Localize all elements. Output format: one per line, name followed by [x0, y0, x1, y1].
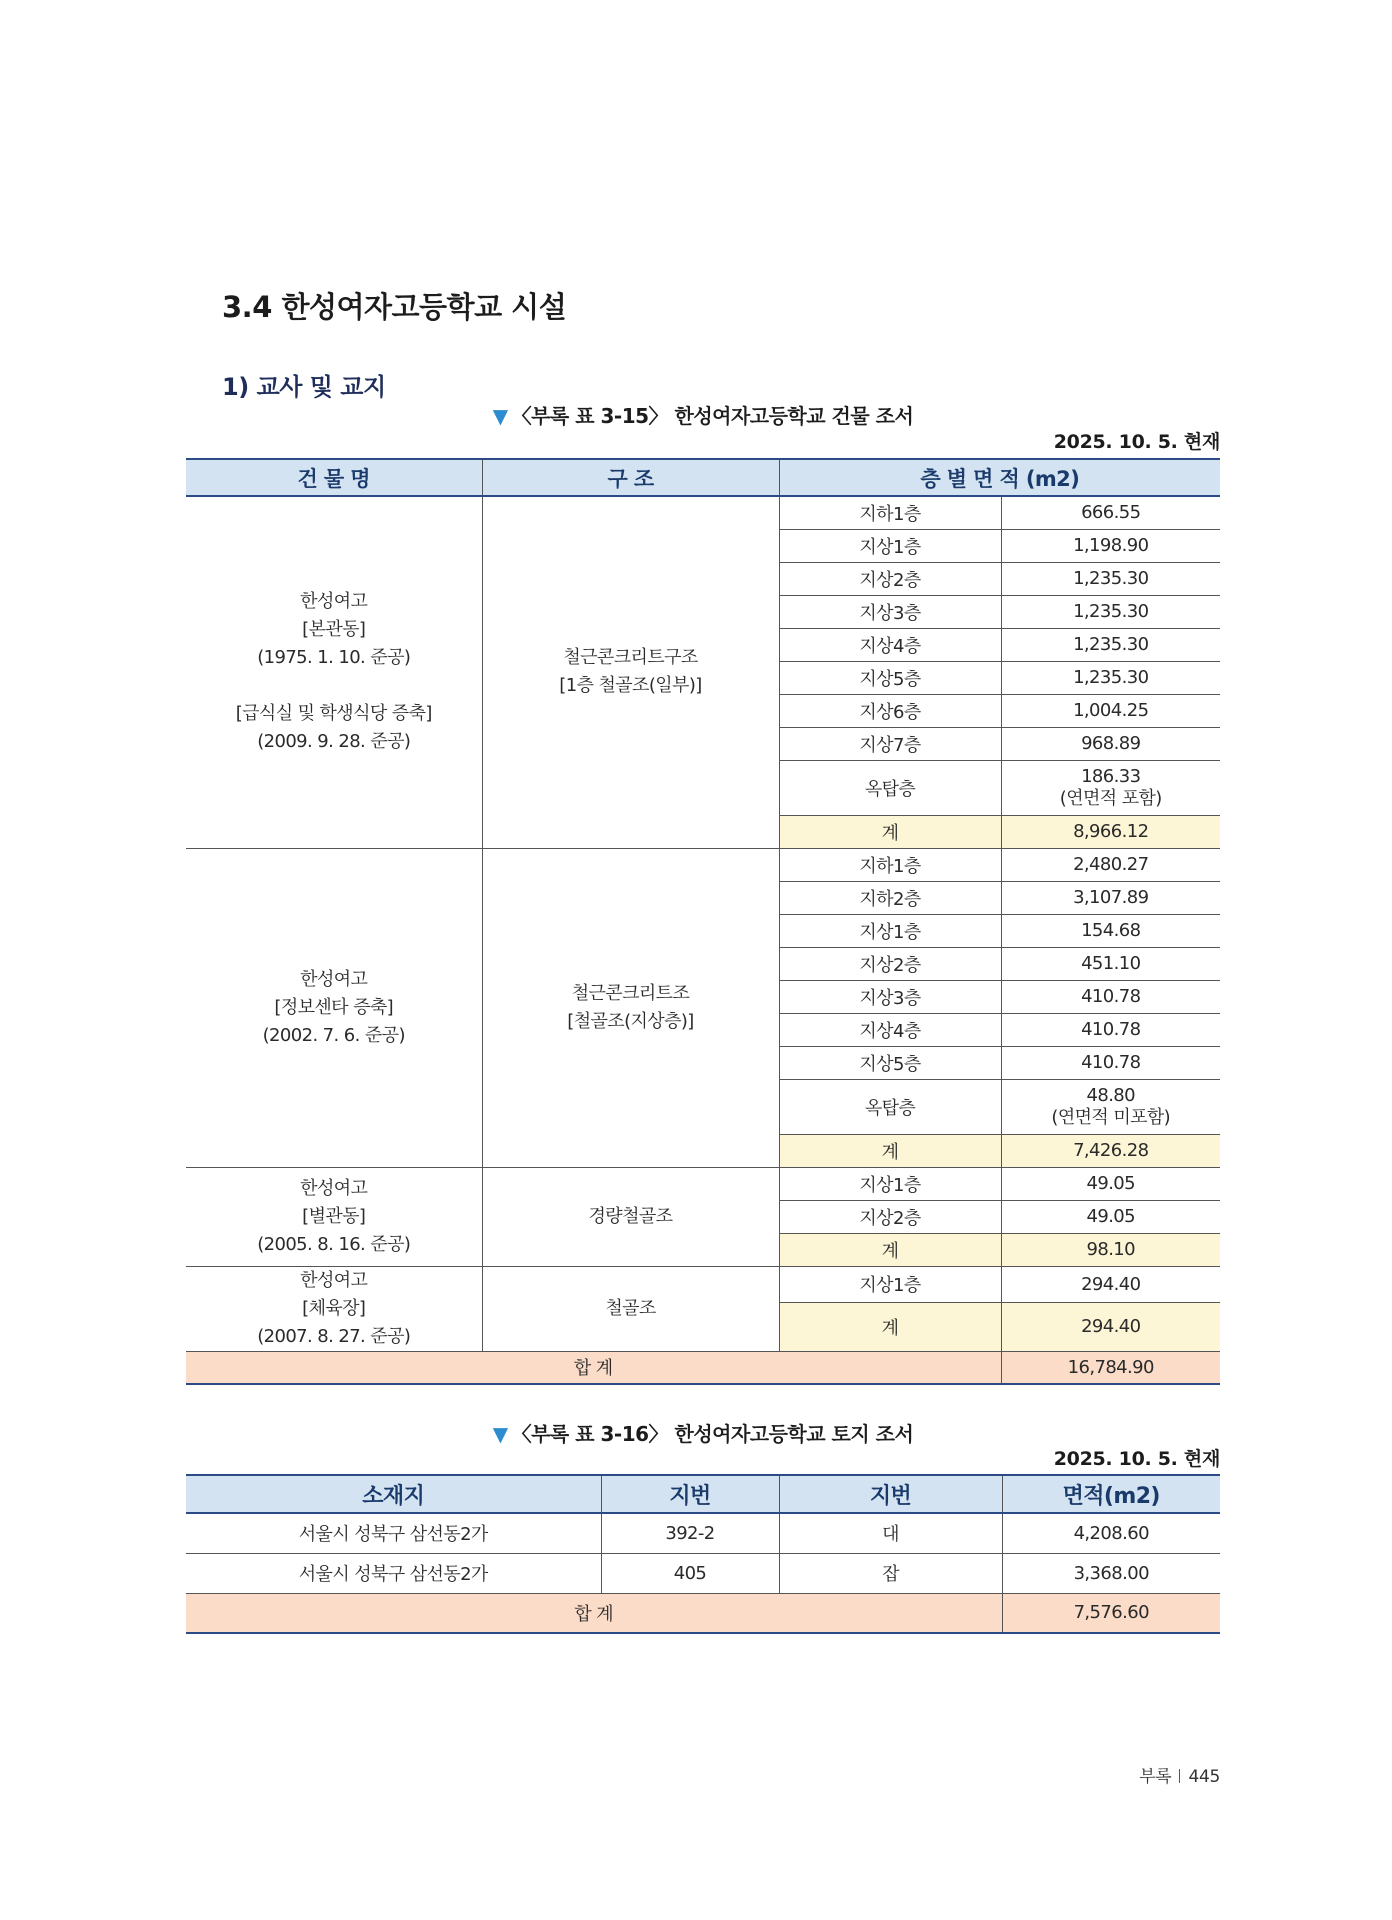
table1-caption-text: 〈부록 표 3-15〉 한성여자고등학교 건물 조서: [511, 404, 914, 428]
table-row: [186, 848, 1220, 881]
area-cell: [1001, 562, 1220, 595]
table-row: [186, 1513, 1220, 1553]
area-value: 451.10: [1081, 953, 1141, 974]
area-cell: [1001, 1046, 1220, 1079]
building-name-line: [186, 672, 482, 700]
subtotal-value: 8,966.12: [1001, 815, 1220, 848]
area-cell: [1001, 1266, 1220, 1302]
building-name-line: 한성여고: [300, 1269, 368, 1291]
subtotal-value: 294.40: [1001, 1302, 1220, 1351]
building-name-line: 한성여고: [300, 591, 368, 613]
location-cell: 서울시 성북구 삼선동2가: [186, 1513, 601, 1553]
building-name-cell: [186, 1266, 482, 1351]
subtotal-label: 계: [779, 1302, 1001, 1351]
table-row: [186, 1553, 1220, 1593]
area-cell: [1001, 1200, 1220, 1233]
building-name-line: (2007. 8. 27. 준공): [257, 1325, 411, 1347]
area-value: 49.05: [1086, 1173, 1136, 1194]
floor-cell: 옥탑층: [779, 760, 1001, 815]
structure-line: 경량철골조: [588, 1205, 673, 1227]
total-label: 합 계: [186, 1593, 1002, 1633]
header-area: 면적(m2): [1002, 1475, 1220, 1513]
land-table-body: [186, 1513, 1220, 1633]
floor-cell: 지상1층: [779, 914, 1001, 947]
floor-cell: 지상4층: [779, 628, 1001, 661]
lot-number-cell: 392-2: [601, 1513, 779, 1553]
area-value: 1,235.30: [1073, 634, 1149, 655]
area-value: 154.68: [1081, 920, 1141, 941]
area-cell: [1001, 914, 1220, 947]
area-value: 49.05: [1086, 1206, 1136, 1227]
table-header-row: [186, 1475, 1220, 1513]
footer-label: 부록: [1139, 1767, 1172, 1787]
area-value: 1,198.90: [1073, 535, 1149, 556]
building-name-line: 한성여고: [300, 968, 368, 990]
floor-cell: 지하2층: [779, 881, 1001, 914]
area-cell: [1001, 760, 1220, 815]
area-value: 48.80: [1086, 1084, 1136, 1106]
area-value: 1,004.25: [1073, 700, 1149, 721]
area-cell: [1001, 628, 1220, 661]
area-value: 666.55: [1081, 502, 1141, 524]
page-footer: [1139, 1762, 1220, 1787]
area-value: 410.78: [1081, 986, 1141, 1007]
floor-cell: 지상2층: [779, 562, 1001, 595]
footer-divider: [1179, 1769, 1180, 1783]
subtotal-label: 계: [779, 1134, 1001, 1167]
area-cell: [1001, 848, 1220, 881]
area-cell: [1001, 661, 1220, 694]
land-table: [186, 1474, 1220, 1634]
structure-cell: [482, 1266, 779, 1351]
floor-cell: 지상1층: [779, 1266, 1001, 1302]
table1-date: 2025. 10. 5. 현재: [1053, 431, 1220, 453]
floor-cell: 지상4층: [779, 1013, 1001, 1046]
building-name-line: (2005. 8. 16. 준공): [257, 1233, 411, 1255]
area-value: 1,235.30: [1073, 568, 1149, 589]
subtotal-label: 계: [779, 815, 1001, 848]
building-table: [186, 458, 1220, 1385]
area-cell: 4,208.60: [1002, 1513, 1220, 1553]
area-note: (연면적 포함): [1059, 787, 1162, 809]
building-name-line: [본관동]: [302, 619, 366, 641]
location-cell: 서울시 성북구 삼선동2가: [186, 1553, 601, 1593]
area-note: (연면적 미포함): [1051, 1106, 1171, 1128]
table2-caption-text: 〈부록 표 3-16〉 한성여자고등학교 토지 조서: [511, 1422, 914, 1446]
building-name-cell: [186, 848, 482, 1167]
table2-date: 2025. 10. 5. 현재: [1053, 1448, 1220, 1470]
area-cell: [1001, 529, 1220, 562]
floor-cell: 지상7층: [779, 727, 1001, 760]
table-row: [186, 1266, 1220, 1302]
subtotal-value: 98.10: [1001, 1233, 1220, 1266]
area-cell: 3,368.00: [1002, 1553, 1220, 1593]
header-lot-number: 지번: [601, 1475, 779, 1513]
table-row: [186, 1167, 1220, 1200]
table-header-row: [186, 459, 1220, 496]
floor-cell: 지상2층: [779, 1200, 1001, 1233]
page-number: 445: [1188, 1767, 1220, 1787]
building-name-cell: [186, 496, 482, 848]
structure-cell: [482, 1167, 779, 1266]
subtotal-label: 계: [779, 1233, 1001, 1266]
floor-cell: 지하1층: [779, 848, 1001, 881]
area-cell: [1001, 1013, 1220, 1046]
area-cell: [1001, 694, 1220, 727]
subtotal-value: 7,426.28: [1001, 1134, 1220, 1167]
area-cell: [1001, 881, 1220, 914]
building-name-line: 한성여고: [300, 1177, 368, 1199]
building-name-line: [별관동]: [302, 1205, 366, 1227]
area-value: 410.78: [1081, 1052, 1141, 1073]
floor-cell: 지상1층: [779, 529, 1001, 562]
header-location: 소재지: [186, 1475, 601, 1513]
building-table-body: [186, 496, 1220, 1384]
area-value: 968.89: [1081, 733, 1141, 754]
section-title: 3.4 한성여자고등학교 시설: [222, 290, 567, 324]
building-name-line: (2009. 9. 28. 준공): [257, 731, 411, 753]
area-value: 410.78: [1081, 1019, 1141, 1040]
header-structure: 구 조: [482, 459, 779, 496]
floor-cell: 옥탑층: [779, 1079, 1001, 1134]
floor-cell: 지상3층: [779, 595, 1001, 628]
structure-line: 철근콘크리트조: [571, 982, 690, 1004]
floor-cell: 지상6층: [779, 694, 1001, 727]
area-cell: [1001, 496, 1220, 529]
area-value: 1,235.30: [1073, 601, 1149, 622]
table-row: [186, 496, 1220, 529]
total-value: 7,576.60: [1002, 1593, 1220, 1633]
total-row: [186, 1593, 1220, 1633]
sub-title: 1) 교사 및 교지: [222, 373, 386, 401]
area-value: 3,107.89: [1073, 887, 1149, 908]
total-label: 합 계: [186, 1351, 1001, 1384]
area-value: 294.40: [1081, 1273, 1141, 1295]
header-floor-area: 층 별 면 적 (m2): [779, 459, 1220, 496]
floor-cell: 지상2층: [779, 947, 1001, 980]
building-name-line: [체육장]: [302, 1297, 366, 1319]
area-cell: [1001, 980, 1220, 1013]
building-name-line: [정보센타 증축]: [274, 996, 394, 1018]
area-value: 1,235.30: [1073, 667, 1149, 688]
total-row: [186, 1351, 1220, 1384]
building-name-line: (2002. 7. 6. 준공): [262, 1024, 405, 1046]
structure-cell: [482, 496, 779, 848]
land-category-cell: 잡: [779, 1553, 1002, 1593]
floor-cell: 지하1층: [779, 496, 1001, 529]
area-cell: [1001, 595, 1220, 628]
floor-cell: 지상3층: [779, 980, 1001, 1013]
area-cell: [1001, 947, 1220, 980]
area-value: 186.33: [1081, 765, 1141, 787]
structure-line: 철근콘크리트구조: [563, 647, 698, 669]
building-name-line: [급식실 및 학생식당 증축]: [235, 703, 432, 725]
land-category-cell: 대: [779, 1513, 1002, 1553]
area-value: 2,480.27: [1073, 854, 1149, 875]
triangle-down-icon: ▼: [492, 1422, 508, 1446]
structure-line: [철골조(지상층)]: [567, 1010, 694, 1032]
total-value: 16,784.90: [1001, 1351, 1220, 1384]
building-name-line: (1975. 1. 10. 준공): [257, 647, 411, 669]
floor-cell: 지상5층: [779, 1046, 1001, 1079]
floor-cell: 지상5층: [779, 661, 1001, 694]
table2-caption: [186, 1418, 1220, 1447]
area-cell: [1001, 727, 1220, 760]
lot-number-cell: 405: [601, 1553, 779, 1593]
floor-cell: 지상1층: [779, 1167, 1001, 1200]
triangle-down-icon: ▼: [492, 404, 508, 428]
table1-caption: [186, 400, 1220, 429]
area-cell: [1001, 1079, 1220, 1134]
area-cell: [1001, 1167, 1220, 1200]
header-land-category: 지번: [779, 1475, 1002, 1513]
header-building-name: 건 물 명: [186, 459, 482, 496]
structure-cell: [482, 848, 779, 1167]
structure-line: 철골조: [605, 1297, 656, 1319]
structure-line: [1층 철골조(일부)]: [559, 675, 702, 697]
building-name-cell: [186, 1167, 482, 1266]
